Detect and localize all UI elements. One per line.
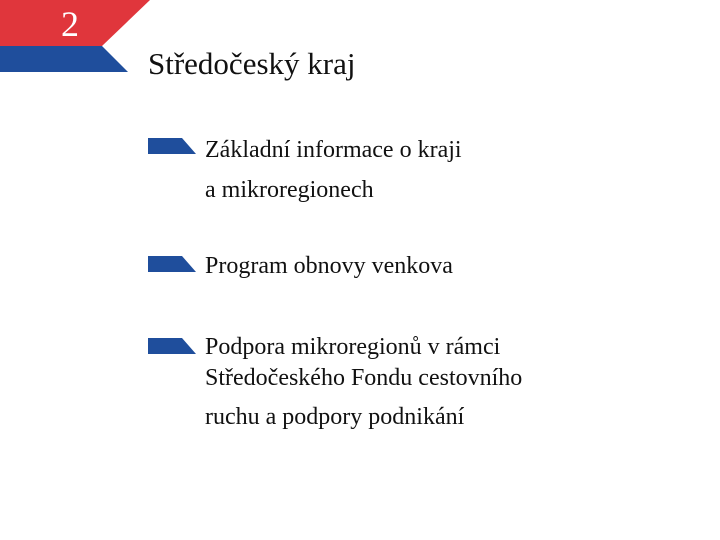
bullet-text <box>205 130 668 210</box>
bullet-marker-icon <box>148 338 196 354</box>
page-title: Středočeský kraj <box>148 46 356 81</box>
bullet-line: ruchu a podpory podnikání <box>205 404 465 430</box>
bullet-line: Základní informace o kraji <box>205 137 462 163</box>
bullet-line: Program obnovy venkova <box>205 253 453 279</box>
bullet-item-basic-info <box>148 130 668 210</box>
bullet-text <box>205 249 668 283</box>
bullet-line: a mikroregionech <box>205 177 374 203</box>
badge-blue-band <box>0 46 128 72</box>
slide-number: 2 <box>61 4 79 44</box>
bullet-line: Středočeského Fondu cestovního <box>205 365 523 391</box>
bullet-marker-icon <box>148 138 196 154</box>
bullet-item-renewal-program <box>148 249 668 283</box>
bullet-line: Podpora mikroregionů v rámci <box>205 334 501 360</box>
bullet-item-microregion-support <box>148 332 668 440</box>
bullet-marker-icon <box>148 256 196 272</box>
bullet-text <box>205 332 668 440</box>
slide-number-badge <box>0 0 160 75</box>
